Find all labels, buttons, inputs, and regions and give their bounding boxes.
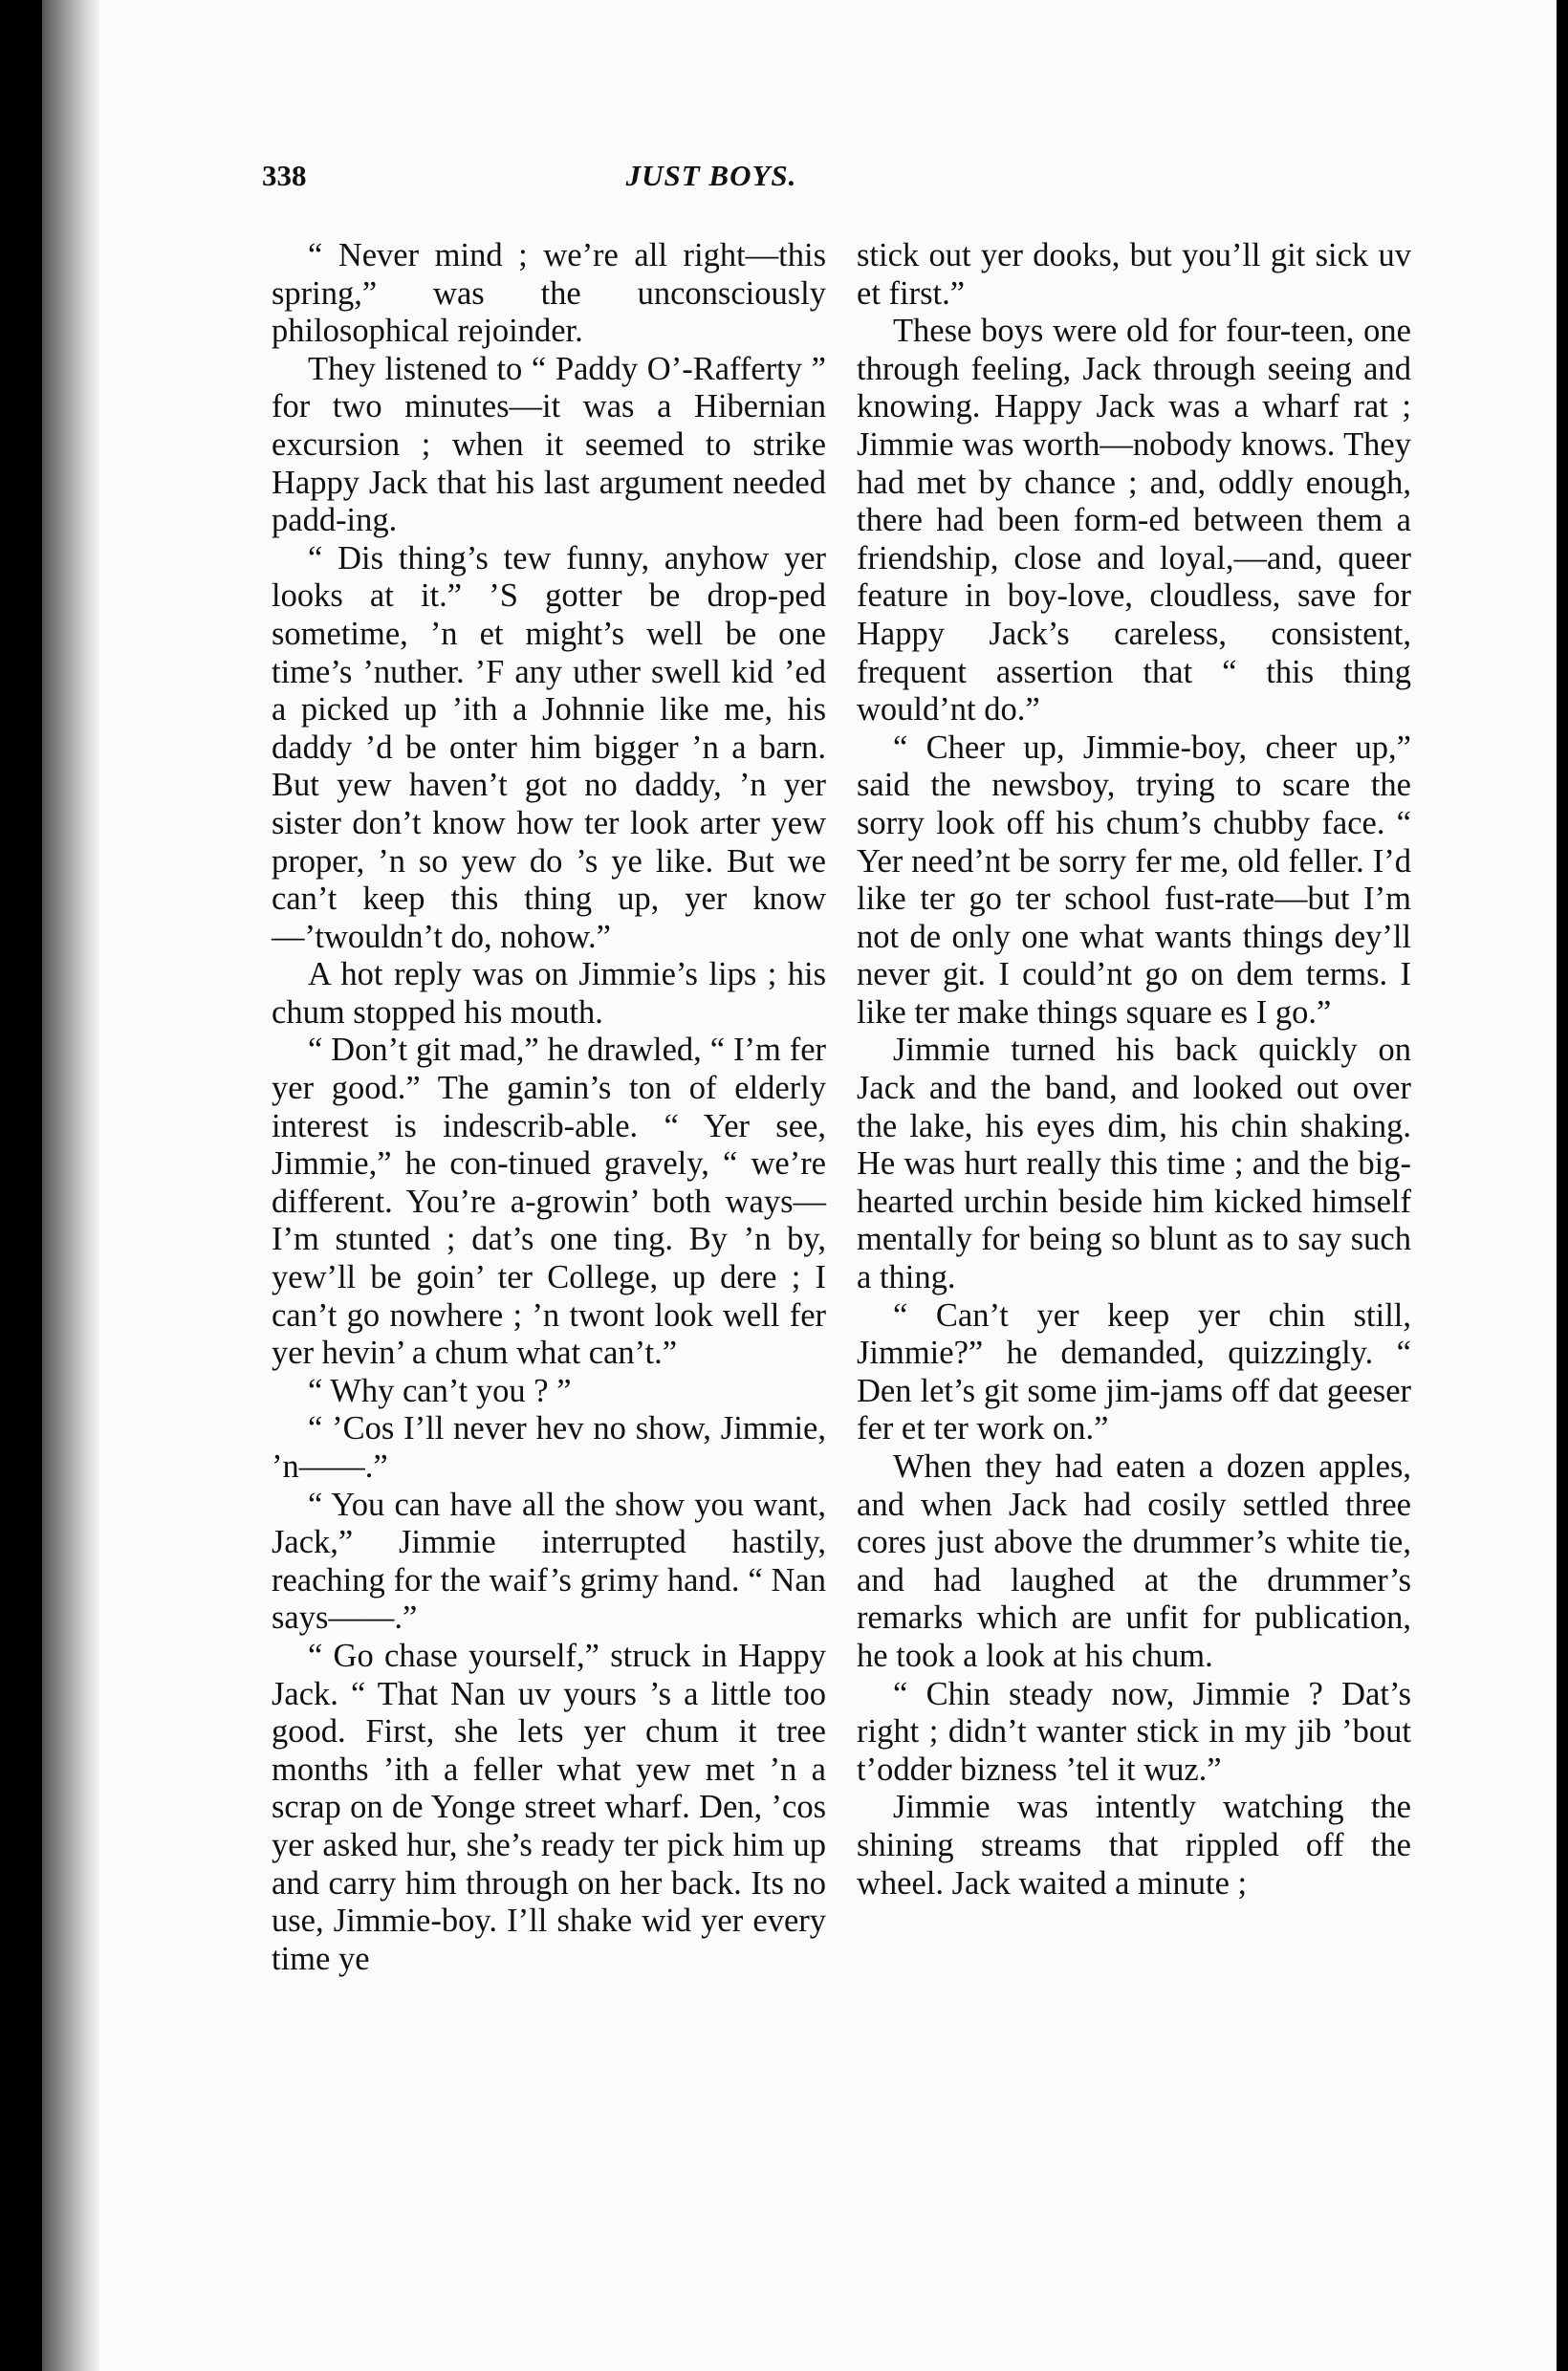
paragraph: “ Chin steady now, Jimmie ? Dat’s right ; didn’t wanter stick in my jib ’bout t’odder bizness ’tel it wuz.” [857, 1675, 1411, 1788]
paragraph: “ Can’t yer keep yer chin still, Jimmie?” he demanded, quizzingly. “ Den let’s git some jim-jams off dat geeser fer et ter work on.” [857, 1296, 1411, 1447]
book-page [42, 0, 1557, 2371]
paragraph: Jimmie was intently watching the shining streams that rippled off the wheel. Jack waited a minute ; [857, 1789, 1411, 1902]
paragraph-continuation: stick out yer dooks, but you’ll git sick uv et first.” [857, 237, 1411, 312]
page-gutter-shadow [42, 0, 99, 2371]
paragraph: “ Never mind ; we’re all right—this spring,” was the unconsciously philosophical rejoinder. [272, 237, 826, 350]
running-title: JUST BOYS. [625, 159, 797, 192]
paragraph: Jimmie turned his back quickly on Jack and the band, and looked out over the lake, his eyes dim, his chin shaking. He was hurt really this time ; and the big-hearted urchin beside him kicked himself mentally for being so blunt as to say such a thing. [857, 1032, 1411, 1296]
paragraph: “ Don’t git mad,” he drawled, “ I’m fer yer good.” The gamin’s ton of elderly interest is indescrib-able. “ Yer see, Jimmie,” he con-tinued gravely, “ we’re different. You’re a-growin’ both ways—I’m stunted ; dat’s one ting. By ’n by, yew’ll be goin’ ter College, up dere ; I can’t go nowhere ; ’n twont look well fer yer hevin’ a chum what can’t.” [272, 1032, 826, 1372]
paragraph: “ Dis thing’s tew funny, anyhow yer looks at it.” ’S gotter be drop-ped sometime, ’n et might’s well be one time’s ’nuther. ’F any uther swell kid ’ed a picked up ’ith a Johnnie like me, his daddy ’d be onter him bigger ’n a barn. But yew haven’t got no daddy, ’n yer sister don’t know how ter look arter yew proper, ’n so yew do ’s ye like. But we can’t keep this thing up, yer know—’twouldn’t do, nohow.” [272, 539, 826, 955]
left-column [272, 237, 826, 1978]
paragraph: “ Cheer up, Jimmie-boy, cheer up,” said the newsboy, trying to scare the sorry look off his chum’s chubby face. “ Yer need’nt be sorry fer me, old feller. I’d like ter go ter school fust-rate—but I’m not de only one what wants things dey’ll never git. I could’nt go on dem terms. I like ter make things square es I go.” [857, 729, 1411, 1031]
page-number: 338 [262, 159, 307, 192]
paragraph: When they had eaten a dozen apples, and when Jack had cosily settled three cores just above the drummer’s white tie, and had laughed at the drummer’s remarks which are unfit for publication, he took a look at his chum. [857, 1448, 1411, 1674]
paragraph: “ Why can’t you ? ” [307, 1372, 572, 1409]
paragraph: They listened to “ Paddy O’-Rafferty ” for two minutes—it was a Hibernian excursion ; when it seemed to strike Happy Jack that his last argument needed padd-ing. [272, 350, 826, 539]
paragraph: “ Go chase yourself,” struck in Happy Jack. “ That Nan uv yours ’s a little too good. First, she lets yer chum it tree months ’ith a feller what yew met ’n a scrap on de Yonge street wharf. Den, ’cos yer asked hur, she’s ready ter pick him up and carry him through on her back. Its no use, Jimmie-boy. I’ll shake wid yer every time ye [272, 1637, 826, 1977]
paragraph: These boys were old for four-teen, one through feeling, Jack through seeing and knowing. Happy Jack was a wharf rat ; Jimmie was worth—nobody knows. They had met by chance ; and, oddly enough, there had been form-ed between them a friendship, close and loyal,—and, queer feature in boy-love, cloudless, save for Happy Jack’s careless, consistent, frequent assertion that “ this thing would’nt do.” [857, 313, 1411, 729]
paragraph: “ ’Cos I’ll never hev no show, Jimmie, ’n——.” [272, 1410, 826, 1485]
right-column [857, 237, 1411, 1903]
running-header [262, 159, 989, 197]
paragraph: “ You can have all the show you want, Jack,” Jimmie interrupted hastily, reaching for the waif’s grimy hand. “ Nan says——.” [272, 1486, 826, 1637]
paragraph: A hot reply was on Jimmie’s lips ; his chum stopped his mouth. [272, 956, 826, 1031]
